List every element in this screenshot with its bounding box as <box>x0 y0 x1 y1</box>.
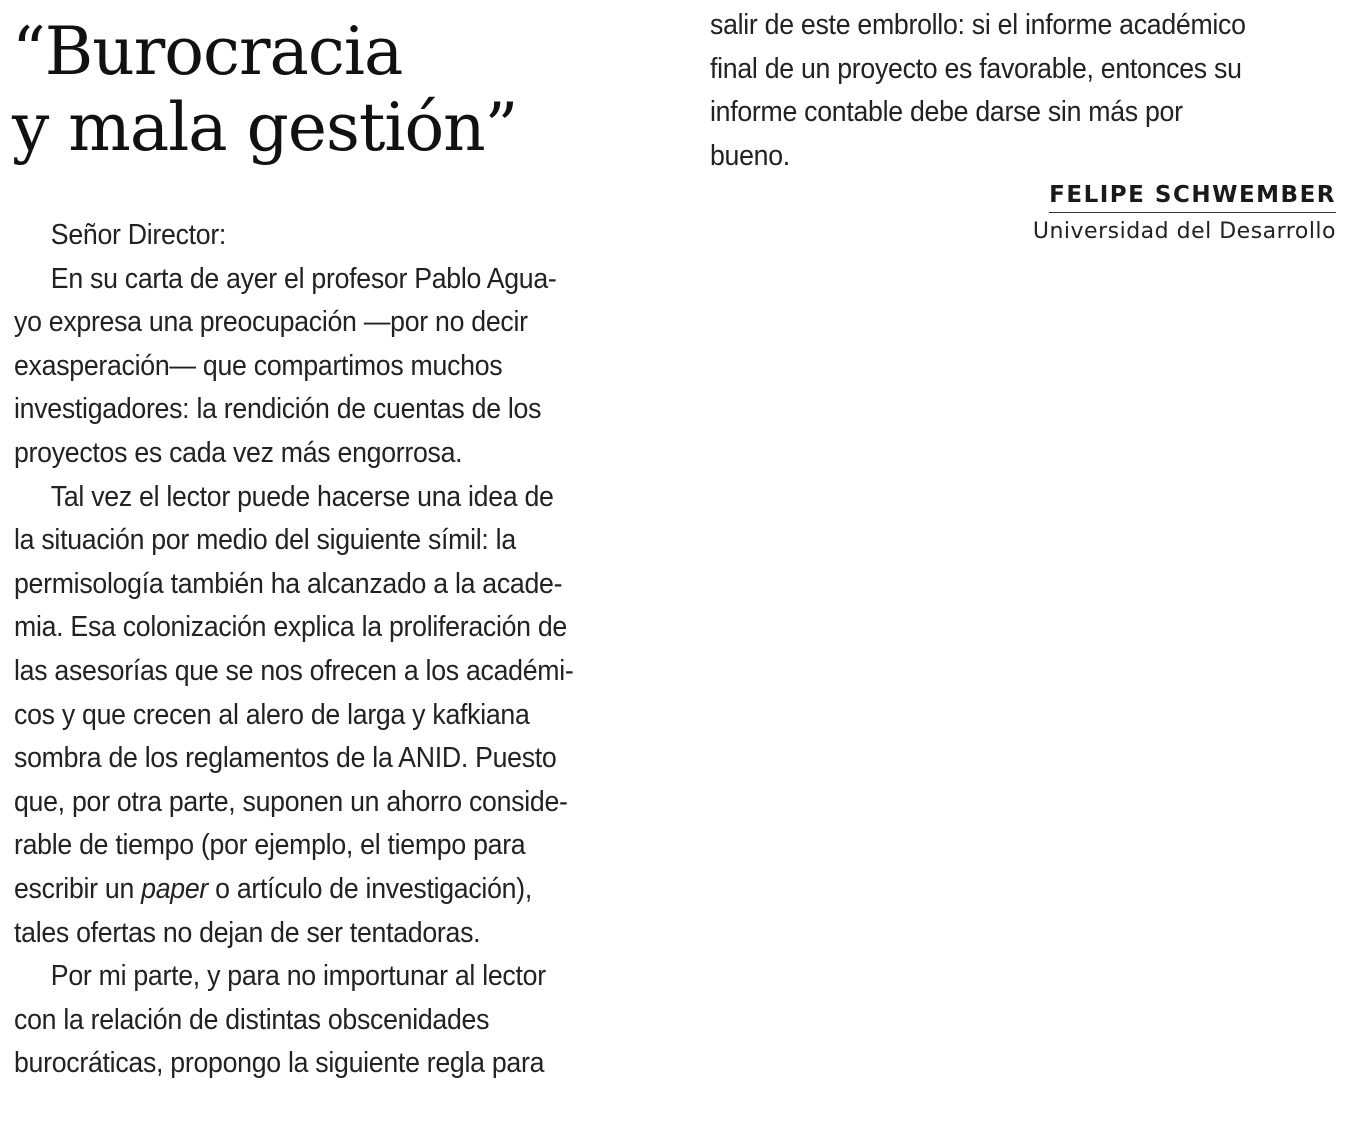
author-affiliation: Universidad del Desarrollo <box>1032 219 1336 244</box>
body-line: salir de este embrollo: si el informe académico <box>710 9 1246 41</box>
body-line: con la relación de distintas obscenidades <box>14 1003 490 1036</box>
headline <box>12 14 652 166</box>
body-line: informe contable debe darse sin más por <box>710 96 1183 129</box>
body-text: escribir un <box>14 872 142 905</box>
body-line: Por mi parte, y para no importunar al lector <box>50 960 546 993</box>
body-text: o artículo de investigación), <box>208 872 532 905</box>
body-line: exasperación— que compartimos muchos <box>14 349 503 382</box>
italic-term: paper <box>141 872 209 905</box>
body-line: la situación por medio del siguiente símil: la <box>14 524 516 557</box>
body-line: proyectos es cada vez más engorrosa. <box>14 436 463 469</box>
body-line: burocráticas, propongo la siguiente regla para <box>14 1047 545 1080</box>
body-line: tales ofertas no dejan de ser tentadoras. <box>14 916 481 949</box>
signature-block <box>1033 182 1336 244</box>
body-line: sombra de los reglamentos de la ANID. Puesto <box>14 742 557 775</box>
author-name: FELIPE SCHWEMBER <box>1049 182 1336 213</box>
headline-line-1: “Burocracia <box>12 13 403 90</box>
body-line: bueno. <box>710 139 790 172</box>
body-line: Tal vez el lector puede hacerse una idea de <box>50 480 554 513</box>
body-line: final de un proyecto es favorable, entonces su <box>710 52 1242 85</box>
body-line-with-italic <box>14 868 603 912</box>
body-line: En su carta de ayer el profesor Pablo Agua- <box>50 262 557 295</box>
body-line: mia. Esa colonización explica la proliferación de <box>14 611 567 644</box>
body-line: que, por otra parte, suponen un ahorro conside- <box>14 785 568 818</box>
body-line: yo expresa una preocupación —por no decir <box>14 306 528 339</box>
body-line: permisología también ha alcanzado a la acade- <box>14 567 563 600</box>
letter-left-column <box>14 214 654 1086</box>
body-line: investigadores: la rendición de cuentas de los <box>14 393 542 426</box>
body-line: rable de tiempo (por ejemplo, el tiempo para <box>14 829 526 862</box>
letter-right-column <box>710 4 1340 178</box>
salutation: Señor Director: <box>50 219 227 251</box>
body-line: cos y que crecen al alero de larga y kafkiana <box>14 698 530 731</box>
body-line: las asesorías que se nos ofrecen a los académi- <box>14 654 574 687</box>
headline-line-2: y mala gestión” <box>12 89 518 166</box>
